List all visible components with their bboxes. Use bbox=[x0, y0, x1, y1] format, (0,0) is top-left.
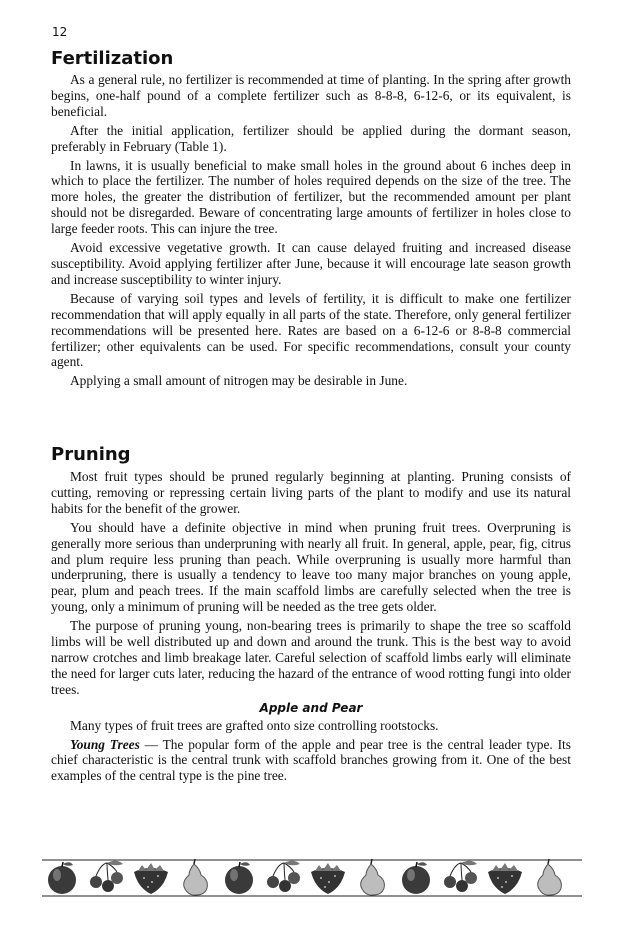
paragraph: Because of varying soil types and levels of fertility, it is difficult to make one fertilizer recommendation that will apply equally in all parts of the state. Therefore, only general fertilizer recommendations will be presented here. Rates are based on a 6-12-6 or 8-8-8 commercial fertilizer; other equivalents can be used. For specific recommendations, consult your county agent. bbox=[51, 290, 571, 370]
apple-icon bbox=[225, 862, 253, 894]
strawberry-icon bbox=[488, 863, 522, 894]
paragraph: The purpose of pruning young, non-bearing trees is primarily to shape the tree so scaffold limbs will be well distributed up and down and around the trunk. This is the best way to avoid narrow crotches and limb breakage later. Careful selection of scaffold limbs early will eliminate the need for larger cuts later, reducing the hazard of the entrance of wood rotting fungi into older trees. bbox=[51, 618, 571, 697]
fertilization-heading: Fertilization bbox=[51, 48, 174, 69]
cherries-icon bbox=[267, 861, 300, 892]
pruning-body bbox=[51, 469, 571, 784]
young-trees-text: — The popular form of the apple and pear tree is the central leader type. Its chief characteristic is the central trunk with scaffold branches growing from it. One of the best examples of the central type is the pine tree. bbox=[51, 736, 571, 784]
cherries-icon bbox=[444, 861, 477, 892]
paragraph: As a general rule, no fertilizer is recommended at time of planting. In the spring after growth begins, one-half pound of a complete fertilizer such as 8-8-8, 6-12-6, or its equivalent, is beneficial. bbox=[51, 72, 571, 119]
young-trees-label: Young Trees bbox=[70, 736, 140, 752]
paragraph: Applying a small amount of nitrogen may be desirable in June. bbox=[70, 373, 408, 389]
paragraph: Most fruit types should be pruned regularly beginning at planting. Pruning consists of cutting, removing or repressing certain living parts of the plant to modify and use its natural habits for the benefit of the grower. bbox=[51, 469, 571, 516]
pruning-heading: Pruning bbox=[51, 444, 131, 465]
paragraph: Many types of fruit trees are grafted onto size controlling rootstocks. bbox=[70, 717, 439, 733]
cherries-icon bbox=[90, 861, 123, 892]
fruit-border bbox=[42, 858, 582, 898]
pear-icon bbox=[184, 859, 208, 895]
apple-and-pear-subheading: Apple and Pear bbox=[259, 700, 363, 715]
apple-icon bbox=[402, 862, 430, 894]
pear-icon bbox=[538, 859, 562, 895]
paragraph: After the initial application, fertilizer should be applied during the dormant season, preferably in February (Table 1). bbox=[51, 122, 571, 154]
paragraph: You should have a definite objective in mind when pruning fruit trees. Overpruning is generally more serious than underpruning with nearly all fruit. In general, apple, pear, fig, citrus and plum require less pruning than peach. While overpruning is usually more harmful than underpruning, there is usually a tendency to leave too many major branches on young apple, pear, plum and peach trees. If the main scaffold limbs are carefully selected when the tree is young, only a minimum of pruning will be needed as the tree gets older. bbox=[51, 519, 571, 615]
young-trees-paragraph bbox=[51, 737, 571, 785]
strawberry-icon bbox=[311, 863, 345, 894]
apple-icon bbox=[48, 862, 76, 894]
pear-icon bbox=[361, 859, 385, 895]
strawberry-icon bbox=[134, 863, 168, 894]
page-number: 12 bbox=[52, 25, 68, 39]
paragraph: In lawns, it is usually beneficial to make small holes in the ground about 6 inches deep in which to place the fertilizer. The number of holes required depends on the size of the tree. The more holes, the greater the distribution of fertilizer, but the recommended amount per plant should not be disregarded. Beware of concentrating large amounts of fertilizer in holes close to large feeder roots. This can injure the tree. bbox=[51, 157, 571, 237]
fertilization-body bbox=[51, 72, 571, 389]
paragraph: Avoid excessive vegetative growth. It can cause delayed fruiting and increased disease susceptibility. Avoid applying fertilizer after June, because it will encourage late season growth and increase susceptibility to winter injury. bbox=[51, 240, 571, 287]
